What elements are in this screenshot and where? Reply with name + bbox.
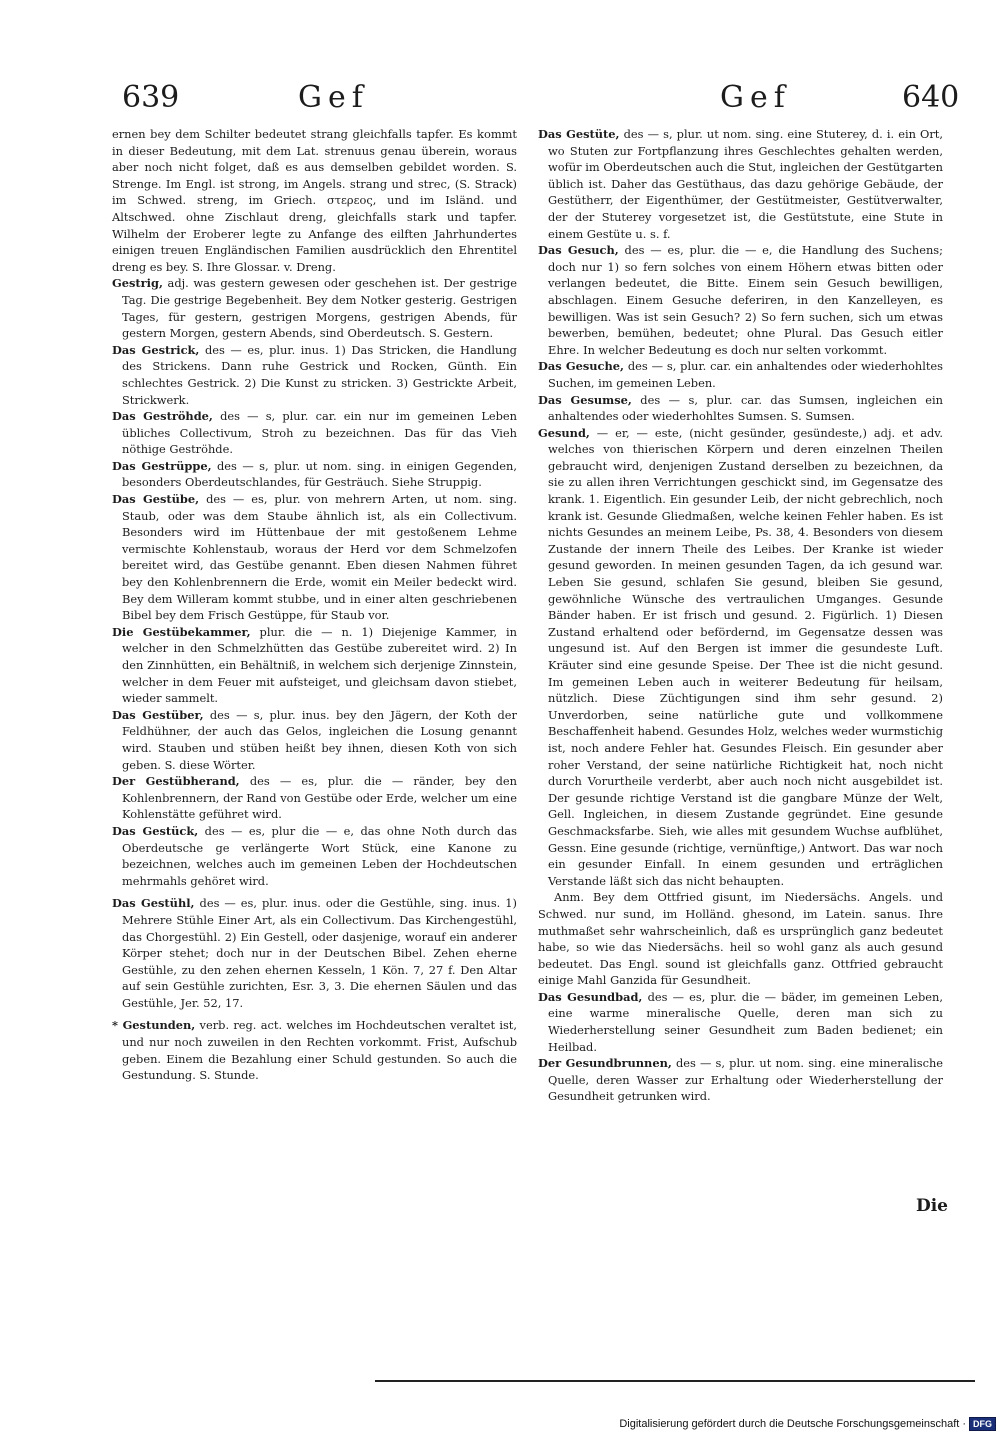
dictionary-entry [112,275,517,341]
dictionary-entry [112,773,517,823]
entry-text: des — es, plur. die — bäder, im gemeinen Leben, eine warme mineralische Quelle, deren man sich zu Wiederherstellung seiner Gesundheit zum Baden bedienet; ein Heilbad. [548,989,944,1054]
entry-headword: Die Gestübekammer, [112,624,251,639]
entry-headword: Das Gesumse, [538,392,632,407]
entry-text: des — s, plur. car. das Sumsen, ingleichen ein anhaltendes oder wiederhohltes Sumsen. S. Sumsen. [548,392,943,424]
footer-separator: · [962,1418,966,1430]
left-column [112,126,517,1084]
entry-text: ernen bey dem Schilter bedeutet strang gleichfalls tapfer. Es kommt in dieser Bedeutung, mit dem Lat. strenuus genau überein, woraus aber noch nicht folget, daß es aus demselben gebildet worden. S. Strenge. Im Engl. ist strong, im Angels. strang und strec, (S. Strack) im Schwed. streng, im Griech. στερεος, und im Isländ. und Altschwed. ohne Zischlaut dreng, gleichfalls stark und tapfer. Wilhelm der Eroberer legte zu Anfange des eilften Jahrhundertes einigen treuen Engländischen Familien ausdrücklich den Ehrentitel dreng es bey. S. Ihre Glossar. v. Dreng. [112,127,517,274]
entry-text: des — es, plur. von mehrern Arten, ut nom. sing. Staub, oder was dem Staube ähnlich ist, als ein Collectivum. Besonders wird im Hüttenbaue der mit gestoßenem Lehme vermischte Kohlenstaub, woraus der Herd vor dem Schmelzofen bereitet wird, das Gestübe genannt. Eben diesen Nahmen führet bey den Kohlenbrennern die Erde, womit ein Meiler bedeckt wird. Bey dem Willeram kommt stubbe, und in einer alten geschriebenen Bibel bey dem Frisch Gestüppe, für Staub vor. [122,492,517,623]
dictionary-entry [112,1017,517,1083]
dictionary-entry [538,889,943,989]
footer-text: Digitalisierung gefördert durch die Deutsche Forschungsgemeinschaft [619,1418,960,1430]
entry-headword: Der Gesundbrunnen, [538,1056,672,1071]
entry-text: Anm. Bey dem Ottfried gisunt, im Niedersächs. Angels. und Schwed. nur sund, im Holländ. ghesond, im Latein. sanus. Ihre muthmaßet sehr wahrscheinlich, daß es ursprünglich ganz bedeutet habe, so wie das Niedersächs. heil so wohl ganz als auch gesund bedeutet. Das Engl. sound ist gleichfalls ganz. Ottfried gebraucht einige Mahl Ganzida für Gesundheit. [538,890,943,988]
entry-headword: Das Gestühl, [112,896,195,911]
dictionary-entry [112,491,517,624]
entry-headword: Das Gestrüppe, [112,458,212,473]
entry-headword: Das Gestück, [112,823,199,838]
page-number-right: 640 [902,80,960,115]
running-header-right: Gef [720,80,791,115]
entry-text: des — s, plur. ut nom. sing. eine Stuterey, d. i. ein Ort, wo Stuten zur Fortpflanzung ihres Geschlechtes gehalten werden, wofür im Oberdeutschen auch die Stut, ingleichen der Gestütgarten üblich ist. Daher das Gestüthaus, das dazu gehörige Gebäude, der Gestütherr, der Eigenthümer, der Gestütmeister, Gestütverwalter, der der Stuterey vorgesetzet ist, die Gestütstute, eine Stute in einem Gestüte u. s. f. [548,127,944,241]
entry-headword: * Gestunden, [112,1018,196,1033]
running-header-left: Gef [298,80,369,115]
entry-text: des — s, plur. ut nom. sing. eine mineralische Quelle, deren Wasser zur Erhaltung oder Wiederherstellung der Gesundheit getrunken wird. [548,1056,944,1104]
dictionary-entry [112,707,517,773]
entry-text: des — es, plur. die — ränder, bey den Kohlenbrennern, der Rand von Gestübe oder Erde, welcher um eine Kohlenstätte geführet wird. [122,774,517,822]
entry-headword: Das Gestübe, [112,492,200,507]
entry-text: plur. die — n. 1) Diejenige Kammer, in welcher in den Schmelzhütten das Gestübe zubereitet wird. 2) In den Zinnhütten, ein Behältniß, in welchem sich derjenige Zinnstein, welcher in dem Feuer mit aufsteiget, und gleichsam davon stiebet, wieder sammelt. [122,624,517,706]
entry-text: — er, — este, (nicht gesünder, gesündeste,) adj. et adv. welches von thierischen Körpern und deren einzelnen Theilen gebraucht wird, denjenigen Zustand derselben zu bezeichnen, da sie zu allen ihren Verrichtungen geschickt sind, im Gegensatze des krank. 1. Eigentlich. Ein gesunder Leib, der nicht gebrechlich, noch krank ist. Gesunde Gliedmaßen, welche keinen Fehler haben. Es ist nichts Gesundes an meinem Leibe, Ps. 38, 4. Besonders von diesem Zustande der innern Theile des Leibes. Der Kranke ist wieder gesund geworden. In meinen gesunden Tagen, da ich gesund war. Leben Sie gesund, schlafen Sie gesund, bleiben Sie gesund, gewöhnliche Wünsche des vertraulichen Umganges. Gesunde Bänder haben. Er ist frisch und gesund. 2. Figürlich. 1) Diesen Zustand erhaltend oder befördernd, im Gegensatze dessen was ungesund ist. Auf den Bergen ist immer die gesundeste Luft. Kräuter sind eine gesunde Speise. Der Thee ist die nicht gesund. Im gemeinen Leben auch in weiterer Bedeutung für heilsam, nützlich. Diese Züchtigungen sind ihm sehr gesund. 2) Unverdorben, seine natürliche gute und vollkommene Beschaffenheit habend. Gesundes Holz, welches weder wurmstichig ist, noch andere Fehler hat. Gesundes Fleisch. Ein gesunder aber roher Verstand, der seine natürliche Richtigkeit hat, noch nicht durch Vorurtheile verderbt, aber auch noch nicht ausgebildet ist. Der gesunde richtige Verstand ist die gangbare Münze der Welt, Gell. Ingleichen, in diesem Zustande gegründet. Eine gesunde Geschmacksfarbe. Sieh, wie alles mit gesundem Wuchse aufblühet, Gessn. Eine gesunde (richtige, vernünftige,) Antwort. Das war noch ein gesunder Einfall. In einem gesunden und erträglichen Verstande läßt sich das nicht behaupten. [548,425,943,888]
footer-rule [375,1380,975,1382]
entry-headword: Das Gestüte, [538,127,620,141]
dictionary-entry [538,392,943,425]
entry-text: des — es, plur. inus. 1) Das Stricken, die Handlung des Strickens. Dann ruhe Gestrick und Rocken, Günth. Ein schlechtes Gestrick. 2) Die Kunst zu stricken. 3) Gestrickte Arbeit, Strickwerk. [122,342,517,407]
entry-text: adj. was gestern gewesen oder geschehen ist. Der gestrige Tag. Die gestrige Begebenheit. Bey dem Notker gesterig. Gestrigen Tages, für gestern, gestrigen Morgens, gestrigen Abends, für gestern Morgen, gestern Abends, sind Oberdeutsch. S. Gestern. [122,276,517,341]
entry-text: des — s, plur. car. ein anhaltendes oder wiederhohltes Suchen, im gemeinen Leben. [548,359,943,390]
entry-text: des — es, plur. die — e, die Handlung des Suchens; doch nur 1) so fern solches von einem Höhern etwas bitten oder verlangen bedeutet, die Bitte. Einem sein Gesuch bewilligen, abschlagen. Einem Gesuche deferiren, in den Kanzelleyen, es bewilligen. Was ist sein Gesuch? 2) So fern suchen, sich um etwas bewerben, bemühen, bedeutet; ohne Plural. Das Gesuch eitler Ehre. In welcher Bedeutung es doch nur selten vorkommt. [548,243,943,357]
entry-headword: Das Gesuch, [538,243,619,258]
entry-headword: Der Gestübherand, [112,774,240,789]
dictionary-entry [538,358,943,391]
dictionary-entry [112,408,517,458]
dictionary-entry [538,242,943,358]
footer-credit [619,1417,996,1431]
entry-headword: Gestrig, [112,276,163,291]
entry-headword: Das Geströhde, [112,409,213,424]
entry-text: des — s, plur. ut nom. sing. in einigen Gegenden, besonders Oberdeutschlandes, für Gesträuch. Siehe Struppig. [122,458,517,490]
entry-headword: Gesund, [538,425,590,440]
dictionary-entry [538,425,943,890]
page-number-left: 639 [122,80,180,115]
entry-text: des — es, plur die — e, das ohne Noth durch das Oberdeutsche ge verlängerte Wort Stück, eine Kanone zu bezeichnen, welches auch im gemeinen Leben der Hochdeutschen mehrmahls gehöret wird. [122,823,517,888]
dictionary-entry [112,342,517,408]
dictionary-entry [538,1055,943,1105]
dictionary-entry [112,895,517,1011]
entry-text: verb. reg. act. welches im Hochdeutschen veraltet ist, und nur noch zuweilen in den Rechten vorkommt. Frist, Aufschub geben. Einem die Bezahlung einer Schuld gestunden. So auch die Gestundung. S. Stunde. [122,1018,518,1083]
dictionary-entry [538,126,943,242]
dictionary-entry [112,458,517,491]
entry-headword: Das Gesuche, [538,359,624,374]
dictionary-entry [112,823,517,889]
entry-headword: Das Gestüber, [112,707,204,722]
entry-headword: Das Gesundbad, [538,989,643,1004]
right-column [538,126,943,1105]
dictionary-entry [112,126,517,275]
entry-headword: Das Gestrick, [112,342,200,357]
entry-text: des — s, plur. car. ein nur im gemeinen Leben übliches Collectivum, Stroh zu bezeichnen. Das für das Vieh nöthige Geströhde. [122,409,518,457]
entry-text: des — es, plur. inus. oder die Gestühle, sing. inus. 1) Mehrere Stühle Einer Art, als ein Collectivum. Das Kirchengestühl, das Chorgestühl. 2) Ein Gestell, oder dasjenige, worauf ein anderer Körper stehet; doch nur in der Deutschen Bibel. Zehen eherne Gestühle, zu den zehen ehernen Kesseln, 1 Kön. 7, 27 f. Den Altar auf sein Gestühle zurichten, Esr. 3, 3. Die ehernen Säulen und das Gestühle, Jer. 52, 17. [122,896,517,1010]
dictionary-entry [112,624,517,707]
dfg-logo: DFG [969,1417,996,1431]
dictionary-entry [538,989,943,1055]
catchword: Die [915,1196,948,1216]
entry-text: des — s, plur. inus. bey den Jägern, der Koth der Feldhühner, der auch das Gelos, ingleichen die Losung genannt wird. Stauben und stüben heißt bey ihnen, diesen Koth von sich geben. S. diese Wörter. [122,707,517,772]
